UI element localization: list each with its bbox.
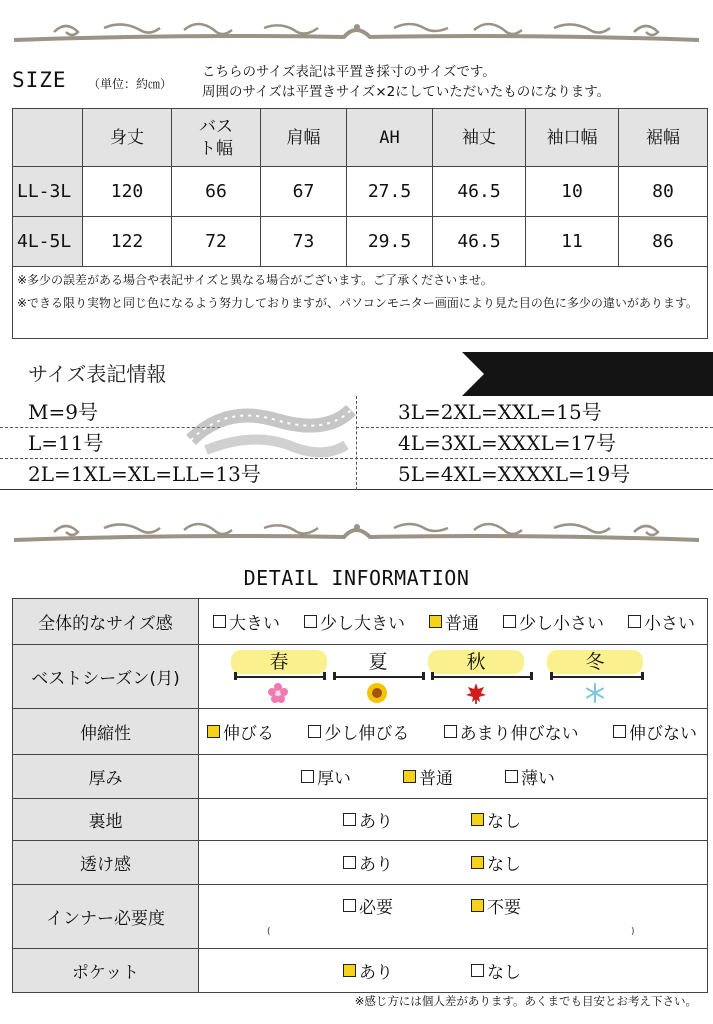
option-no: なし [471, 850, 521, 875]
checkbox-icon [308, 725, 321, 738]
size-value-cell: 120 [83, 167, 172, 217]
size-header-cell: 袖丈 [433, 109, 526, 167]
season-line [334, 676, 424, 678]
checkbox-checked-icon [471, 899, 484, 912]
detail-value [199, 799, 708, 841]
table-row [13, 599, 708, 645]
size-value-cell: 86 [619, 217, 708, 267]
size-header-cell [13, 109, 83, 167]
checkbox-checked-icon [429, 615, 442, 628]
detail-value [199, 599, 708, 645]
season-tick [234, 672, 237, 680]
size-header-cell: AH [347, 109, 433, 167]
sunflower-icon [366, 682, 388, 704]
size-value-cell: 10 [526, 167, 619, 217]
option-normal: 普通 [403, 764, 453, 789]
size-note-line: 周囲のサイズは平置きサイズ×2にしていただいたものになります。 [202, 84, 611, 100]
checkbox-checked-icon [343, 964, 356, 977]
season-winter: 冬 [547, 650, 643, 674]
checkbox-icon [343, 856, 356, 869]
detail-title: DETAIL INFORMATION [243, 566, 470, 590]
ornament-divider-top [14, 18, 699, 44]
season-selector [199, 646, 707, 708]
table-row [13, 885, 708, 949]
detail-key: ベストシーズン(月) [13, 645, 199, 709]
size-notes-row [13, 267, 708, 339]
season-tick [323, 672, 326, 680]
size-value-cell: 122 [83, 217, 172, 267]
size-value-cell: 46.5 [433, 167, 526, 217]
detail-value [199, 885, 708, 949]
season-spring: 春 [231, 650, 327, 674]
table-row [13, 755, 708, 799]
size-header-label: バスト幅 [199, 116, 233, 159]
season-line [551, 676, 643, 678]
season-line [235, 676, 325, 678]
checkbox-icon [301, 770, 314, 783]
detail-key: インナー必要度 [13, 885, 199, 949]
size-value-cell: 66 [172, 167, 261, 217]
flower-icon [267, 682, 289, 704]
checkbox-icon [343, 813, 356, 826]
option-no: なし [471, 958, 521, 983]
option-no: なし [471, 807, 521, 832]
option-yes: あり [343, 958, 393, 983]
size-note-line: こちらのサイズ表記は平置き採寸のサイズです。 [202, 64, 496, 80]
option-needed: 必要 [343, 893, 393, 918]
arrow-right-icon [462, 352, 484, 396]
option-large: 大きい [213, 609, 280, 634]
checkbox-icon [343, 899, 356, 912]
size-value-cell: 73 [261, 217, 347, 267]
season-tick [422, 672, 425, 680]
size-header [12, 62, 707, 106]
option-no-stretch: 伸びない [613, 719, 697, 744]
detail-key: ポケット [13, 949, 199, 993]
size-note [202, 62, 610, 102]
checkbox-checked-icon [403, 770, 416, 783]
size-header-cell: 肩幅 [261, 109, 347, 167]
detail-value [199, 841, 708, 885]
size-note-item: ※できる限り実物と同じ色になるよう努力しておりますが、パソコンモニター画面により見た目の色に多少の違いがあります。 [17, 296, 698, 310]
size-equivalence: M=9号 [28, 400, 98, 424]
divider [356, 396, 357, 490]
snowflake-icon [584, 682, 606, 704]
maple-leaf-icon [465, 682, 487, 704]
checkbox-icon [628, 615, 641, 628]
season-tick [431, 672, 434, 680]
option-slightly-stretches: 少し伸びる [308, 719, 409, 744]
checkbox-icon [304, 615, 317, 628]
detail-value [199, 645, 708, 709]
ornament-divider-middle [14, 518, 699, 544]
detail-value [199, 755, 708, 799]
paren-open: ( [267, 927, 271, 937]
size-header-cell: 身丈 [83, 109, 172, 167]
size-table-header-row [13, 109, 708, 167]
size-header-cell: 袖口幅 [526, 109, 619, 167]
checkbox-icon [444, 725, 457, 738]
table-row [13, 167, 708, 217]
checkbox-checked-icon [471, 856, 484, 869]
checkbox-icon [213, 615, 226, 628]
option-slightly-small: 少し小さい [503, 609, 604, 634]
detail-key: 厚み [13, 755, 199, 799]
checkbox-checked-icon [207, 725, 220, 738]
size-row-label: LL-3L [13, 167, 83, 217]
size-notes-cell [13, 267, 708, 339]
season-tick [641, 672, 644, 680]
size-info-header [0, 352, 713, 396]
option-stretches: 伸びる [207, 719, 274, 744]
size-equivalence: 5L=4XL=XXXXL=19号 [398, 462, 631, 486]
size-equivalence: L=11号 [28, 431, 104, 455]
checkbox-icon [471, 964, 484, 977]
size-unit: （単位：約㎝） [88, 77, 173, 91]
detail-value [199, 709, 708, 755]
ornament-divider-icon [14, 18, 699, 44]
detail-key: 伸縮性 [13, 709, 199, 755]
paren-close: ) [631, 927, 635, 937]
option-normal: 普通 [429, 609, 479, 634]
size-info-title: サイズ表記情報 [0, 352, 462, 396]
checkbox-icon [505, 770, 518, 783]
ornament-divider-icon [14, 518, 699, 544]
size-note-item: ※多少の誤差がある場合や表記サイズと異なる場合がございます。ご了承くださいませ。 [17, 273, 493, 287]
option-yes: あり [343, 850, 393, 875]
size-equivalence: 3L=2XL=XXL=15号 [398, 400, 602, 424]
size-value-cell: 11 [526, 217, 619, 267]
table-row [13, 799, 708, 841]
option-slightly-large: 少し大きい [304, 609, 405, 634]
table-row [13, 709, 708, 755]
size-info-grid [0, 396, 713, 490]
table-row [13, 949, 708, 993]
table-row [13, 645, 708, 709]
season-tick [333, 672, 336, 680]
option-small: 小さい [628, 609, 695, 634]
size-equivalence: 2L=1XL=XL=LL=13号 [28, 462, 261, 486]
detail-footnote: ※感じ方には個人差があります。あくまでも目安とお考え下さい。 [354, 994, 697, 1008]
table-row [13, 217, 708, 267]
checkbox-checked-icon [471, 813, 484, 826]
season-summer: 夏 [368, 650, 388, 673]
detail-key: 透け感 [13, 841, 199, 885]
option-thick: 厚い [301, 764, 351, 789]
table-row [13, 841, 708, 885]
size-table [12, 108, 708, 339]
checkbox-icon [503, 615, 516, 628]
season-tick [550, 672, 553, 680]
option-not-needed: 不要 [471, 893, 521, 918]
size-title: SIZE [12, 68, 67, 92]
size-value-cell: 80 [619, 167, 708, 217]
season-line [432, 676, 532, 678]
size-value-cell: 67 [261, 167, 347, 217]
season-tick [530, 672, 533, 680]
detail-value [199, 949, 708, 993]
detail-key: 全体的なサイズ感 [13, 599, 199, 645]
option-barely-stretches: あまり伸びない [444, 719, 579, 744]
size-header-cell: 裾幅 [619, 109, 708, 167]
size-value-cell: 27.5 [347, 167, 433, 217]
option-yes: あり [343, 807, 393, 832]
option-thin: 薄い [505, 764, 555, 789]
size-value-cell: 29.5 [347, 217, 433, 267]
size-header-cell [172, 109, 261, 167]
checkbox-icon [613, 725, 626, 738]
measuring-tape-icon [186, 400, 356, 460]
size-equivalence: 4L=3XL=XXXL=17号 [398, 431, 616, 455]
size-row-label: 4L-5L [13, 217, 83, 267]
detail-table [12, 598, 708, 993]
size-value-cell: 46.5 [433, 217, 526, 267]
season-autumn: 秋 [428, 650, 524, 674]
size-value-cell: 72 [172, 217, 261, 267]
detail-key: 裏地 [13, 799, 199, 841]
